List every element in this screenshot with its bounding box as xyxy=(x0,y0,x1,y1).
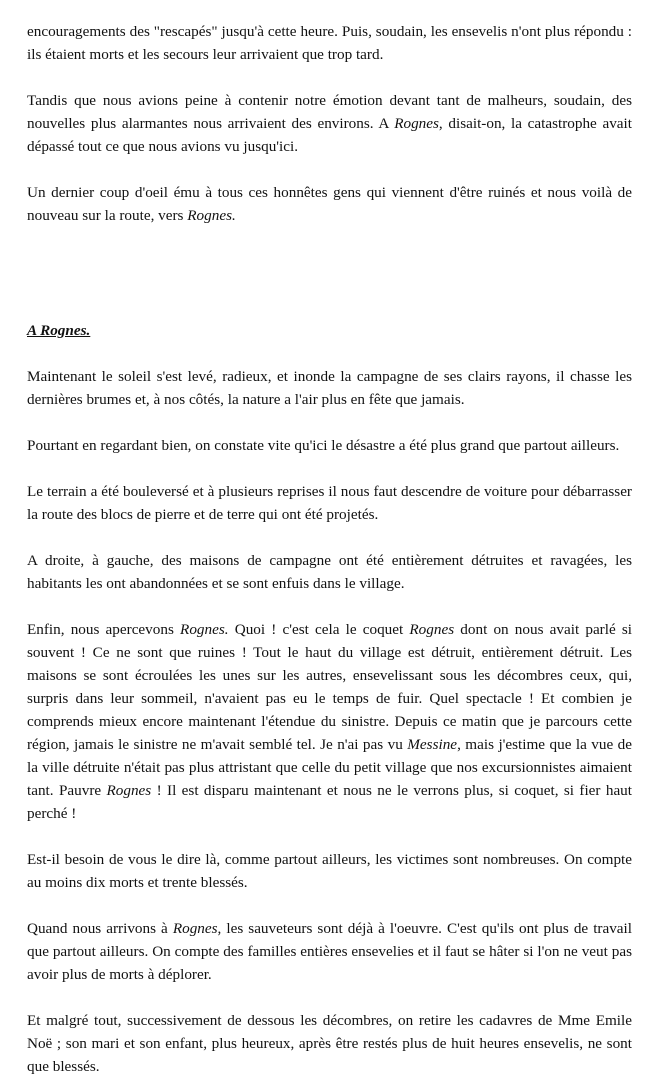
paragraph xyxy=(27,917,632,986)
text-run: , les sauveteurs sont déjà à l'oeuvre. C'est qu'ils ont plus de travail que partout ailleurs. On compte des familles entières ensevelies et il faut se hâter si l'on ne veut pas avoir plus de morts à déplorer. xyxy=(27,920,632,983)
text-run: Tandis que nous avions peine à contenir notre émotion devant tant de malheurs, soudain, des nouvelles plus alarmantes nous arrivaient des environs. A xyxy=(27,92,632,132)
paragraph xyxy=(27,549,632,595)
text-run: Quoi ! c'est cela le coquet xyxy=(228,621,410,638)
paragraph xyxy=(27,181,632,227)
italic-run: Rognes. xyxy=(187,207,236,224)
paragraph xyxy=(27,848,632,894)
paragraph xyxy=(27,480,632,526)
section-heading: A Rognes. xyxy=(27,322,91,339)
italic-run: Rognes xyxy=(409,621,455,638)
text-run: Maintenant le soleil s'est levé, radieux, et inonde la campagne de ses clairs rayons, il chasse les dernières brumes et, à nos côtés, la nature a l'air plus en fête que jamais. xyxy=(27,368,632,408)
text-run: Quand nous arrivons à xyxy=(27,920,173,937)
italic-run: Rognes xyxy=(172,920,218,937)
text-run: encouragements des "rescapés" jusqu'à cette heure. Puis, soudain, les ensevelis n'ont plus répondu : ils étaient morts et les secours leur arrivaient que trop tard. xyxy=(27,23,632,63)
italic-run: Messine xyxy=(407,736,458,753)
paragraph xyxy=(27,1009,632,1078)
paragraph xyxy=(27,365,632,411)
italic-run: Rognes. xyxy=(180,621,229,638)
text-run: dont on nous avait parlé si souvent ! Ce ne sont que ruines ! Tout le haut du village est détruit, entièrement détruit. Les maisons se sont écroulées les unes sur les autres, ensevelissant sous les décombres ceux, qui, surpris dans leur sommeil, n'avaient pas eu le temps de fuir. Quel spectacle ! Et combien je comprends mieux encore maintenant l'étendue du sinistre. Depuis ce matin que je parcours cette région, jamais le sinistre ne m'avait semblé tel. Je n'ai pas vu xyxy=(27,621,632,753)
italic-run: Rognes xyxy=(394,115,439,132)
document-page xyxy=(27,20,632,1078)
text-run: A droite, à gauche, des maisons de campagne ont été entièrement détruites et ravagées, les habitants les ont abandonnées et se sont enfuis dans le village. xyxy=(27,552,632,592)
italic-run: Rognes xyxy=(106,782,152,799)
text-run: , disait-on, la catastrophe avait dépassé tout ce que nous avions vu jusqu'ici. xyxy=(27,115,632,155)
text-run: Enfin, nous apercevons xyxy=(27,621,181,638)
paragraph xyxy=(27,20,632,66)
intro-section xyxy=(27,20,632,227)
text-run: , mais j'estime que la vue de la ville détruite n'était pas plus attristant que celle du petit village que nos excursionnistes aimaient tant. Pauvre xyxy=(27,736,633,799)
paragraph xyxy=(27,618,632,825)
paragraph xyxy=(27,89,632,158)
text-run: Un dernier coup d'oeil ému à tous ces honnêtes gens qui viennent d'être ruinés et nous voilà de nouveau sur la route, vers xyxy=(27,184,632,224)
text-run: ! Il est disparu maintenant et nous ne le verrons plus, si coquet, si fier haut perché ! xyxy=(27,782,632,822)
paragraph xyxy=(27,434,632,457)
rognes-section xyxy=(27,365,632,1078)
section-gap xyxy=(27,250,632,319)
text-run: Et malgré tout, successivement de dessous les décombres, on retire les cadavres de Mme Emile Noë ; son mari et son enfant, plus heureux, après être restés plus de huit heures ensevelis, ne sont que blessés. xyxy=(27,1012,632,1075)
text-run: Le terrain a été bouleversé et à plusieurs reprises il nous faut descendre de voiture pour débarrasser la route des blocs de pierre et de terre qui ont été projetés. xyxy=(27,483,632,523)
text-run: Est-il besoin de vous le dire là, comme partout ailleurs, les victimes sont nombreuses. On compte au moins dix morts et trente blessés. xyxy=(27,851,632,891)
text-run: Pourtant en regardant bien, on constate vite qu'ici le désastre a été plus grand que partout ailleurs. xyxy=(27,437,620,454)
